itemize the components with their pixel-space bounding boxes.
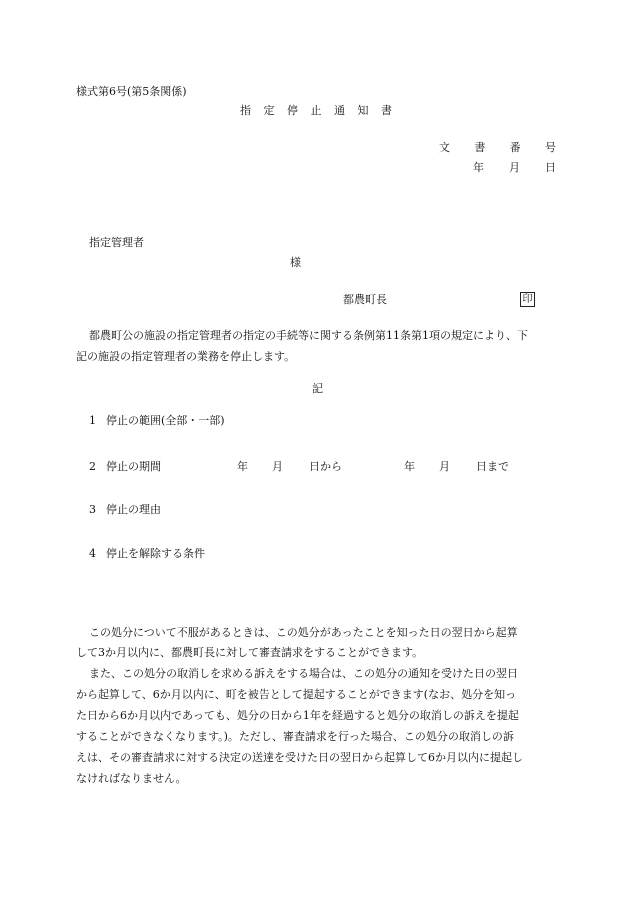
period-to-year: 年 bbox=[404, 460, 415, 473]
ki-marker: 記 bbox=[312, 382, 323, 395]
document-number bbox=[439, 142, 556, 153]
title-char: 定 bbox=[263, 104, 275, 117]
period-to-day: 日まで bbox=[476, 460, 509, 473]
period-to-month: 月 bbox=[439, 460, 450, 473]
title-char: 通 bbox=[334, 104, 345, 117]
doc-number-char: 書 bbox=[474, 141, 486, 154]
period-from-year: 年 bbox=[237, 460, 248, 473]
intro-line-1: 都農町公の施設の指定管理者の指定の手続等に関する条例第11条第1項の規定により、下 bbox=[89, 329, 528, 342]
notice-p2-line-5: えは、その審査請求に対する決定の送達を受けた日の翌日から起算して6か月以内に提起し bbox=[76, 751, 523, 764]
doc-number-char: 文 bbox=[439, 141, 450, 154]
addressee-label: 指定管理者 bbox=[89, 236, 144, 249]
item-number: 3 bbox=[89, 503, 96, 516]
notice-p2-line-4: することができなくなります。)。ただし、審査請求を行った場合、この処分の取消しの訴 bbox=[76, 730, 514, 743]
item-period: 停止の期間 bbox=[106, 460, 161, 473]
notice-p2-line-3: た日から6か月以内であっても、処分の日から1年を経過すると処分の取消しの訴えを提起 bbox=[76, 709, 519, 722]
doc-number-char: 番 bbox=[509, 141, 521, 154]
title-char: 知 bbox=[357, 104, 369, 117]
title-char: 止 bbox=[310, 104, 322, 117]
document-title bbox=[240, 105, 392, 116]
addressee-honorific: 様 bbox=[290, 256, 301, 269]
seal-char: 印 bbox=[520, 292, 535, 307]
intro-line-2: 記の施設の指定管理者の業務を停止します。 bbox=[76, 350, 296, 363]
notice-p1-line-2: して3か月以内に、都農町長に対して審査請求をすることができます。 bbox=[76, 646, 424, 659]
period-from-day: 日から bbox=[309, 460, 342, 473]
date-year: 年 bbox=[473, 161, 484, 174]
doc-number-char: 号 bbox=[544, 141, 556, 154]
issuer-name: 都農町長 bbox=[343, 293, 387, 306]
title-char: 書 bbox=[381, 104, 392, 117]
title-char: 停 bbox=[287, 104, 298, 117]
notice-p1-line-1: この処分について不服があるときは、この処分があったことを知った日の翌日から起算 bbox=[89, 626, 518, 639]
item-number: 2 bbox=[89, 460, 96, 473]
date-month: 月 bbox=[509, 161, 520, 174]
item-scope: 停止の範囲(全部・一部) bbox=[106, 414, 225, 427]
title-char: 指 bbox=[240, 104, 251, 117]
item-number: 1 bbox=[89, 414, 96, 427]
date-day: 日 bbox=[545, 161, 556, 174]
form-number: 様式第6号(第5条関係) bbox=[76, 85, 187, 98]
notice-p2-line-6: なければなりません。 bbox=[76, 772, 187, 785]
issue-date bbox=[473, 162, 556, 173]
seal-mark bbox=[520, 292, 535, 307]
item-reason: 停止の理由 bbox=[106, 503, 161, 516]
item-number: 4 bbox=[89, 547, 96, 560]
notice-p2-line-2: から起算して、6か月以内に、町を被告として提起することができます(なお、処分を知っ bbox=[76, 688, 517, 701]
period-from-month: 月 bbox=[272, 460, 283, 473]
item-lift-condition: 停止を解除する条件 bbox=[106, 547, 205, 560]
notice-p2-line-1: また、この処分の取消しを求める訴えをする場合は、この処分の通知を受けた日の翌日 bbox=[89, 667, 518, 680]
